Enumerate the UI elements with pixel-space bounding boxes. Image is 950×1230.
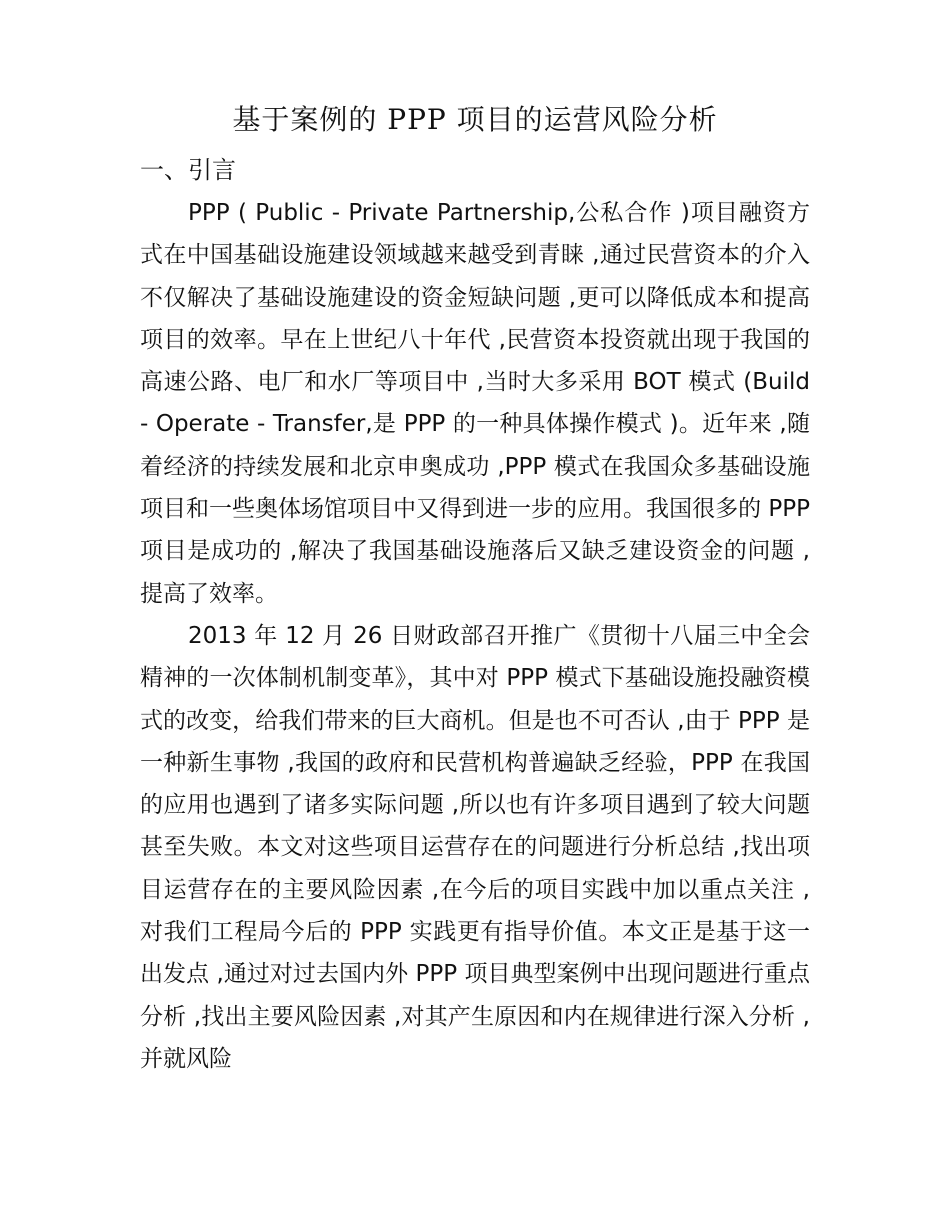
paragraph-1: PPP ( Public - Private Partnership,公私合作 )项目融资方式在中国基础设施建设领域越来越受到青睐 ,通过民营资本的介入不仅解决了基础设施建设的资金短缺问题 ,更可以降低成本和提高项目的效率。早在上世纪八十年代 ,民营资本投资就出现于我国的高速公路、电厂和水厂等项目中 ,当时大多采用 BOT 模式 (Build - Operate - Transfer,是 PPP 的一种具体操作模式 )。近年来 ,随着经济的持续发展和北京申奥成功 ,PPP 模式在我国众多基础设施项目和一些奥体场馆项目中又得到进一步的应用。我国很多的 PPP 项目是成功的 ,解决了我国基础设施落后又缺乏建设资金的问题 ,提高了效率。 <box>140 200 810 607</box>
section-heading: 一、引言 <box>140 156 236 184</box>
paragraph-2: 2013 年 12 月 26 日财政部召开推广《贯彻十八届三中全会精神的一次体制机制变革》，其中对 PPP 模式下基础设施投融资模式的改变，给我们带来的巨大商机。但是也不可否认 ,由于 PPP 是一种新生事物 ,我国的政府和民营机构普遍缺乏经验，PPP 在我国的应用也遇到了诸多实际问题 ,所以也有许多项目遇到了较大问题甚至失败。本文对这些项目运营存在的问题进行分析总结 ,找出项目运营存在的主要风险因素 ,在今后的项目实践中加以重点关注 ,对我们工程局今后的 PPP 实践更有指导价值。本文正是基于这一出发点 ,通过对过去国内外 PPP 项目典型案例中出现问题进行重点分析 ,找出主要风险因素 ,对其产生原因和内在规律进行深入分析 ,并就风险 <box>140 622 810 1072</box>
document-title: 基于案例的 PPP 项目的运营风险分析 <box>232 103 718 136</box>
body-text <box>140 192 810 1080</box>
